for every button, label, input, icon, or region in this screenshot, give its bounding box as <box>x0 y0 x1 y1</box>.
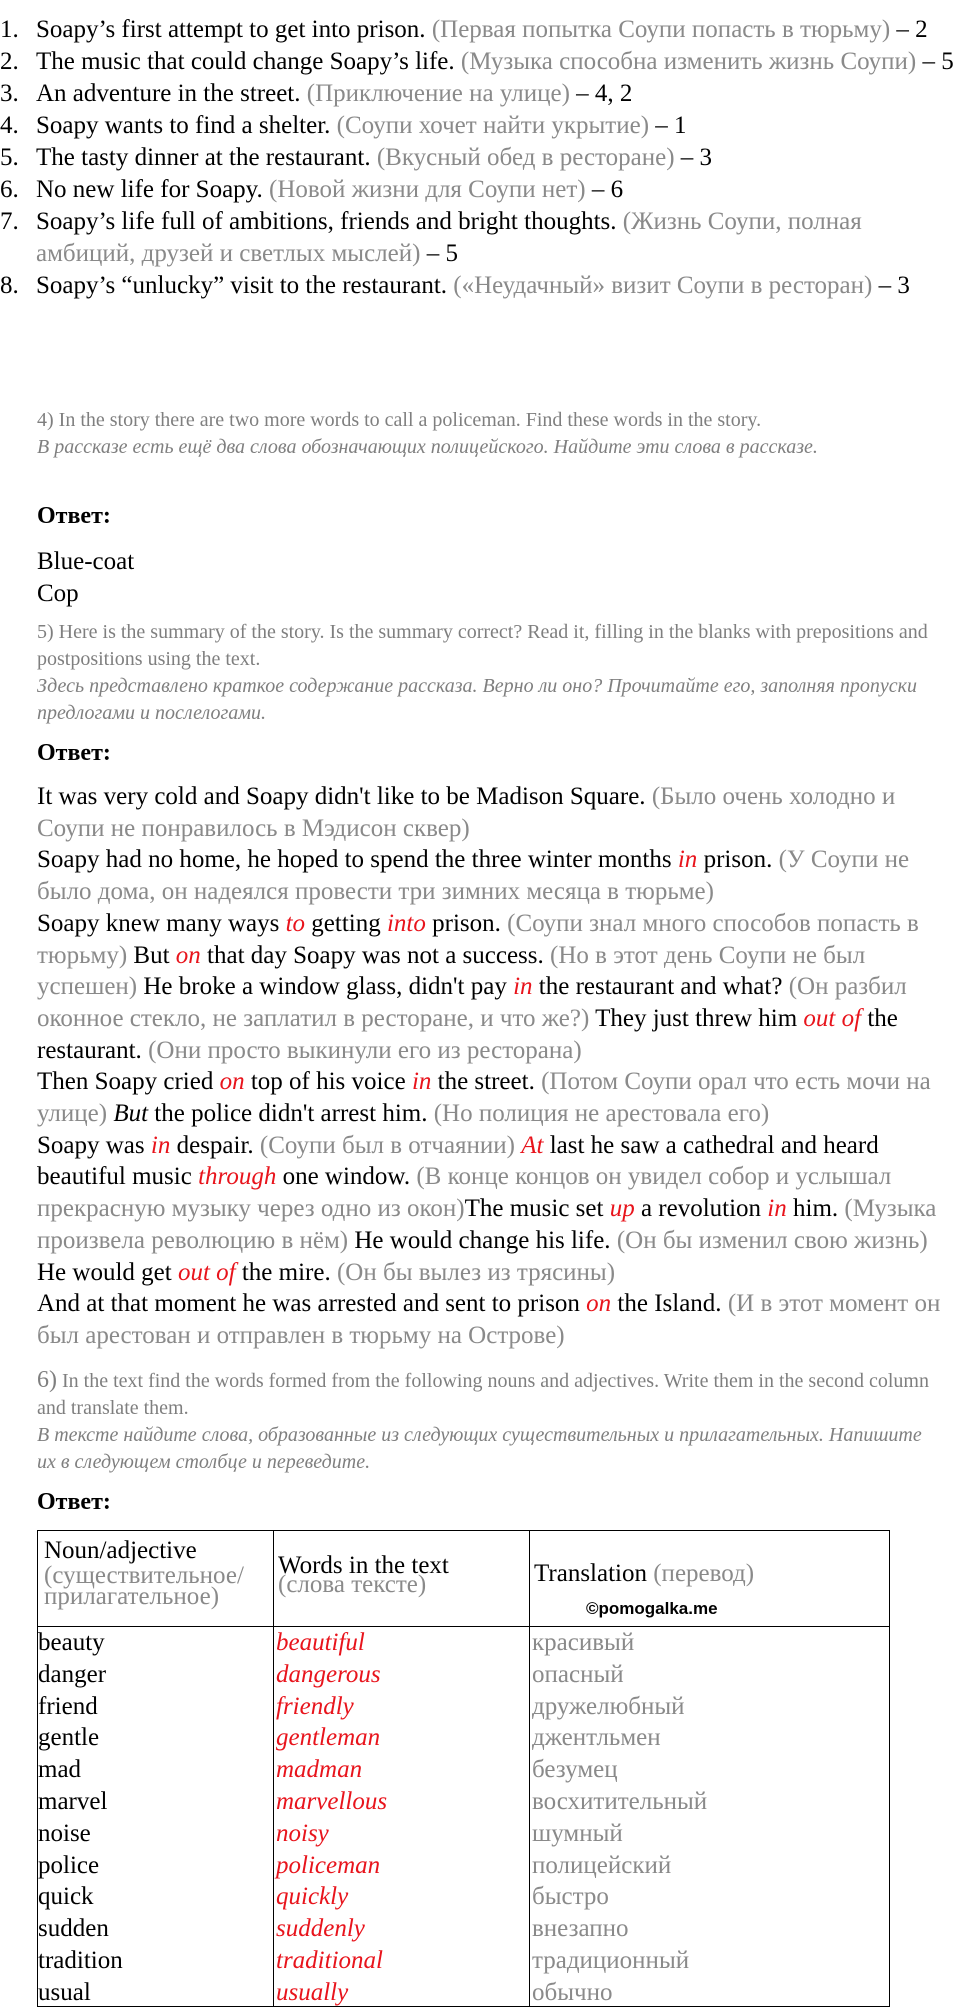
summary-translation: (Потом Соупи орал что есть мочи на улице) <box>37 1068 931 1128</box>
summary-text: Soapy had no home, he hoped to spend the three winter months <box>37 846 672 874</box>
filled-preposition: in <box>411 1068 432 1096</box>
filled-preposition: up <box>609 1195 635 1223</box>
summary-text: him. <box>793 1195 839 1223</box>
list-text-ru: («Неудачный» визит Соупи в ресторан) <box>453 272 873 299</box>
summary-text: the Island. <box>617 1290 722 1318</box>
list-text-ru: (Музыка способна изменить жизнь Соупи) <box>460 48 917 75</box>
list-text-ru: (Соупи хочет найти укрытие) <box>336 112 650 139</box>
list-item <box>0 206 960 270</box>
header-sublabel: прилагательное) <box>44 1583 220 1610</box>
list-item <box>0 270 960 302</box>
list-item <box>0 142 960 174</box>
summary-text: that day Soapy was not a success. <box>207 941 544 969</box>
list-answer: – 6 <box>591 176 624 203</box>
list-text-ru: (Первая попытка Соупи попасть в тюрьму) <box>431 16 891 43</box>
task6-number: 6) <box>37 1367 57 1393</box>
translation-cell: опасный <box>532 1660 624 1688</box>
header-label: Translation <box>534 1560 647 1587</box>
list-answer: – 3 <box>878 272 910 299</box>
list-text-ru: (Новой жизни для Соупи нет) <box>269 176 586 203</box>
summary-translation: (Музыка произвела революцию в нём) <box>37 1195 937 1254</box>
word-cell: marvellous <box>276 1787 388 1815</box>
filled-preposition: on <box>586 1290 612 1318</box>
list-number: 1. <box>0 16 19 43</box>
summary-text: last he saw a cathedral and heard beautiful music <box>37 1131 879 1191</box>
noun-cell: police <box>38 1851 100 1879</box>
summary-text: prison. <box>703 846 773 874</box>
word-cell: dangerous <box>276 1660 381 1688</box>
list-text-en: No new life for Soapy. <box>36 176 263 203</box>
translation-cell: дружелюбный <box>532 1692 685 1720</box>
noun-cell: friend <box>38 1692 98 1720</box>
col-noun <box>38 1627 272 2009</box>
filled-preposition: out of <box>803 1004 862 1032</box>
header-sublabel: (существительное/ <box>44 1562 244 1589</box>
summary-translation: (Было очень холодно и Соупи не понравилось в Мэдисон сквер) <box>37 783 896 842</box>
list-text-en: The music that could change Soapy’s life. <box>36 48 455 75</box>
summary-text: top of his voice <box>250 1068 406 1096</box>
table-divider <box>273 1531 274 2006</box>
noun-cell: beauty <box>38 1629 105 1656</box>
summary-translation: (Соупи знал много способов попасть в тюрьму) <box>37 909 919 969</box>
summary-paragraph <box>37 781 957 1352</box>
translation-cell: быстро <box>532 1883 609 1911</box>
list-item <box>0 174 960 206</box>
list-number: 8. <box>0 272 19 299</box>
summary-translation: (В конце концов он увидел собор и услышал прекрасную музыку через одно из окон) <box>37 1163 892 1223</box>
noun-cell: quick <box>38 1883 94 1911</box>
summary-text: But <box>113 1100 149 1128</box>
col-translation <box>532 1627 882 2009</box>
word-cell: friendly <box>276 1692 354 1720</box>
answer-heading: Ответ: <box>37 503 111 529</box>
filled-preposition: on <box>219 1068 245 1096</box>
summary-translation: (У Соупи не было дома, он надеялся провести три зимних месяца в тюрьме) <box>37 846 910 906</box>
translation-cell: шумный <box>532 1819 623 1847</box>
translation-cell: традиционный <box>532 1946 690 1974</box>
list-text-en: An adventure in the street. <box>36 80 301 107</box>
task4-text-en: 4) In the story there are two more words to call a policeman. Find these words in the story. <box>37 409 762 431</box>
summary-translation: (Они просто выкинули его из ресторана) <box>148 1036 582 1064</box>
summary-text: the police didn't arrest him. <box>154 1100 428 1128</box>
translation-cell: джентльмен <box>532 1724 661 1752</box>
word-cell: traditional <box>276 1946 383 1974</box>
list-number: 7. <box>0 208 19 235</box>
summary-text: He would change his life. <box>354 1226 611 1254</box>
noun-cell: danger <box>38 1660 107 1688</box>
summary-text: It was very cold and Soapy didn't like to be Madison Square. <box>37 783 646 810</box>
filled-preposition: in <box>150 1131 171 1159</box>
word-cell: madman <box>276 1756 363 1784</box>
task6-instructions <box>37 1367 937 1476</box>
word-cell: gentleman <box>276 1724 381 1752</box>
noun-cell: mad <box>38 1756 82 1784</box>
header-words-in-text <box>278 1553 449 1597</box>
task5-text-ru: Здесь представлено краткое содержание рассказа. Верно ли оно? Прочитайте его, заполняя пропуски предлогами и послелогами. <box>37 675 918 724</box>
answer-word: Cop <box>37 580 79 607</box>
word-cell: suddenly <box>276 1915 365 1943</box>
word-cell: usually <box>276 1978 349 2006</box>
summary-text: the street. <box>437 1068 535 1096</box>
translation-cell: красивый <box>532 1629 635 1656</box>
header-label: Words in the text <box>278 1552 449 1579</box>
task5-instructions <box>37 619 937 727</box>
summary-translation: (Соупи был в отчаянии) <box>259 1131 515 1159</box>
summary-text: They just threw him <box>595 1004 798 1032</box>
list-answer: – 5 <box>922 48 954 75</box>
list-item <box>0 78 960 110</box>
filled-preposition: on <box>175 941 201 969</box>
task6-text-en: In the text find the words formed from the following nouns and adjectives. Write them in the second column and translate them. <box>37 1370 929 1419</box>
list-number: 5. <box>0 144 19 171</box>
answer-heading: Ответ: <box>37 740 111 766</box>
list-text-ru: (Приключение на улице) <box>306 80 570 107</box>
summary-text: despair. <box>176 1131 254 1159</box>
summary-translation: (Он бы изменил свою жизнь) <box>616 1226 928 1254</box>
noun-cell: noise <box>38 1819 91 1847</box>
summary-text: Soapy was <box>37 1131 145 1159</box>
task4-instructions <box>37 407 937 461</box>
list-text-en: Soapy’s first attempt to get into prison. <box>36 16 426 43</box>
header-label: Noun/adjective <box>44 1537 197 1564</box>
summary-text: He would get <box>37 1258 172 1286</box>
translation-cell: обычно <box>532 1978 613 2006</box>
list-number: 6. <box>0 176 19 203</box>
header-sublabel: (слова тексте) <box>278 1571 427 1598</box>
summary-translation: (Он бы вылез из трясины) <box>336 1258 616 1286</box>
translation-cell: восхитительный <box>532 1787 708 1815</box>
task5-text-en: 5) Here is the summary of the story. Is the summary correct? Read it, filling in the blanks with prepositions and postpositions using the text. <box>37 621 928 670</box>
summary-text: Soapy knew many ways <box>37 909 280 937</box>
list-text-en: Soapy wants to find a shelter. <box>36 112 331 139</box>
list-item <box>0 46 960 78</box>
answer-word: Blue-coat <box>37 548 135 575</box>
list-number: 3. <box>0 80 19 107</box>
task6-text-ru: В тексте найдите слова, образованные из следующих существительных и прилагательных. Напишите их в следующем столбце и переведите. <box>37 1424 922 1473</box>
list-answer: – 5 <box>426 240 458 267</box>
word-cell: beautiful <box>276 1629 365 1656</box>
list-item <box>0 14 960 46</box>
noun-cell: usual <box>38 1978 91 2006</box>
summary-text: getting <box>311 909 381 937</box>
translation-cell: внезапно <box>532 1915 629 1943</box>
summary-translation: (Он разбил оконное стекло, не заплатил в ресторане, и что же?) <box>37 973 907 1032</box>
summary-text: the restaurant and what? <box>538 973 783 1001</box>
summary-text: And at that moment he was arrested and sent to prison <box>37 1290 580 1318</box>
list-answer: – 1 <box>655 112 687 139</box>
summary-translation: (И в этот момент он был арестован и отправлен в тюрьму на Острове) <box>37 1290 941 1349</box>
word-cell: quickly <box>276 1883 349 1911</box>
list-text-ru: (Жизнь Соупи, полная амбиций, друзей и светлых мыслей) <box>36 208 862 267</box>
summary-translation: (Но в этот день Соупи не был успешен) <box>37 941 866 1001</box>
summary-text: He broke a window glass, didn't pay <box>143 973 507 1001</box>
summary-text: The music set <box>464 1195 604 1223</box>
filled-preposition: in <box>677 846 698 874</box>
header-sublabel: (перевод) <box>653 1560 755 1587</box>
filled-preposition: At <box>521 1131 544 1159</box>
filled-preposition: out of <box>177 1258 236 1286</box>
words-table <box>37 1530 890 2007</box>
list-number: 4. <box>0 112 19 139</box>
list-item <box>0 110 960 142</box>
summary-text: prison. <box>432 909 501 937</box>
summary-text: the restaurant. <box>37 1004 898 1064</box>
summary-text: Then Soapy cried <box>37 1068 214 1096</box>
noun-cell: tradition <box>38 1946 123 1974</box>
filled-preposition: to <box>285 909 306 937</box>
list-answer: – 2 <box>896 16 928 43</box>
filled-preposition: through <box>198 1163 277 1191</box>
summary-translation: (Но полиция не арестовала его) <box>433 1100 770 1128</box>
translation-cell: безумец <box>532 1756 618 1784</box>
summary-text: one window. <box>282 1163 411 1191</box>
filled-preposition: in <box>767 1195 787 1223</box>
noun-cell: gentle <box>38 1724 100 1752</box>
list-text-en: Soapy’s life full of ambitions, friends and bright thoughts. <box>36 208 617 235</box>
word-cell: policeman <box>276 1851 381 1879</box>
list-answer: – 4, 2 <box>576 80 633 107</box>
summary-text: a revolution <box>640 1195 762 1223</box>
list-text-en: The tasty dinner at the restaurant. <box>36 144 371 171</box>
filled-preposition: in <box>513 973 533 1001</box>
list-text-en: Soapy’s “unlucky” visit to the restaurant. <box>36 272 448 299</box>
header-noun-adjective <box>44 1538 244 1609</box>
task4-text-ru: В рассказе есть ещё два слова обозначающих полицейского. Найдите эти слова в рассказе. <box>37 436 818 458</box>
answer-heading: Ответ: <box>37 1489 111 1515</box>
list-text-ru: (Вкусный обед в ресторане) <box>376 144 675 171</box>
summary-text: But <box>133 941 170 969</box>
noun-cell: marvel <box>38 1787 108 1815</box>
watermark: ©pomogalka.me <box>586 1599 718 1618</box>
noun-cell: sudden <box>38 1915 109 1943</box>
filled-preposition: into <box>386 909 426 937</box>
translation-cell: полицейский <box>532 1851 672 1879</box>
list-answer: – 3 <box>680 144 713 171</box>
outline-list <box>0 14 960 302</box>
summary-text: the mire. <box>241 1258 331 1286</box>
list-number: 2. <box>0 48 19 75</box>
col-words <box>276 1627 526 2009</box>
table-divider <box>529 1531 530 2006</box>
header-translation <box>534 1561 754 1586</box>
word-cell: noisy <box>276 1819 329 1847</box>
